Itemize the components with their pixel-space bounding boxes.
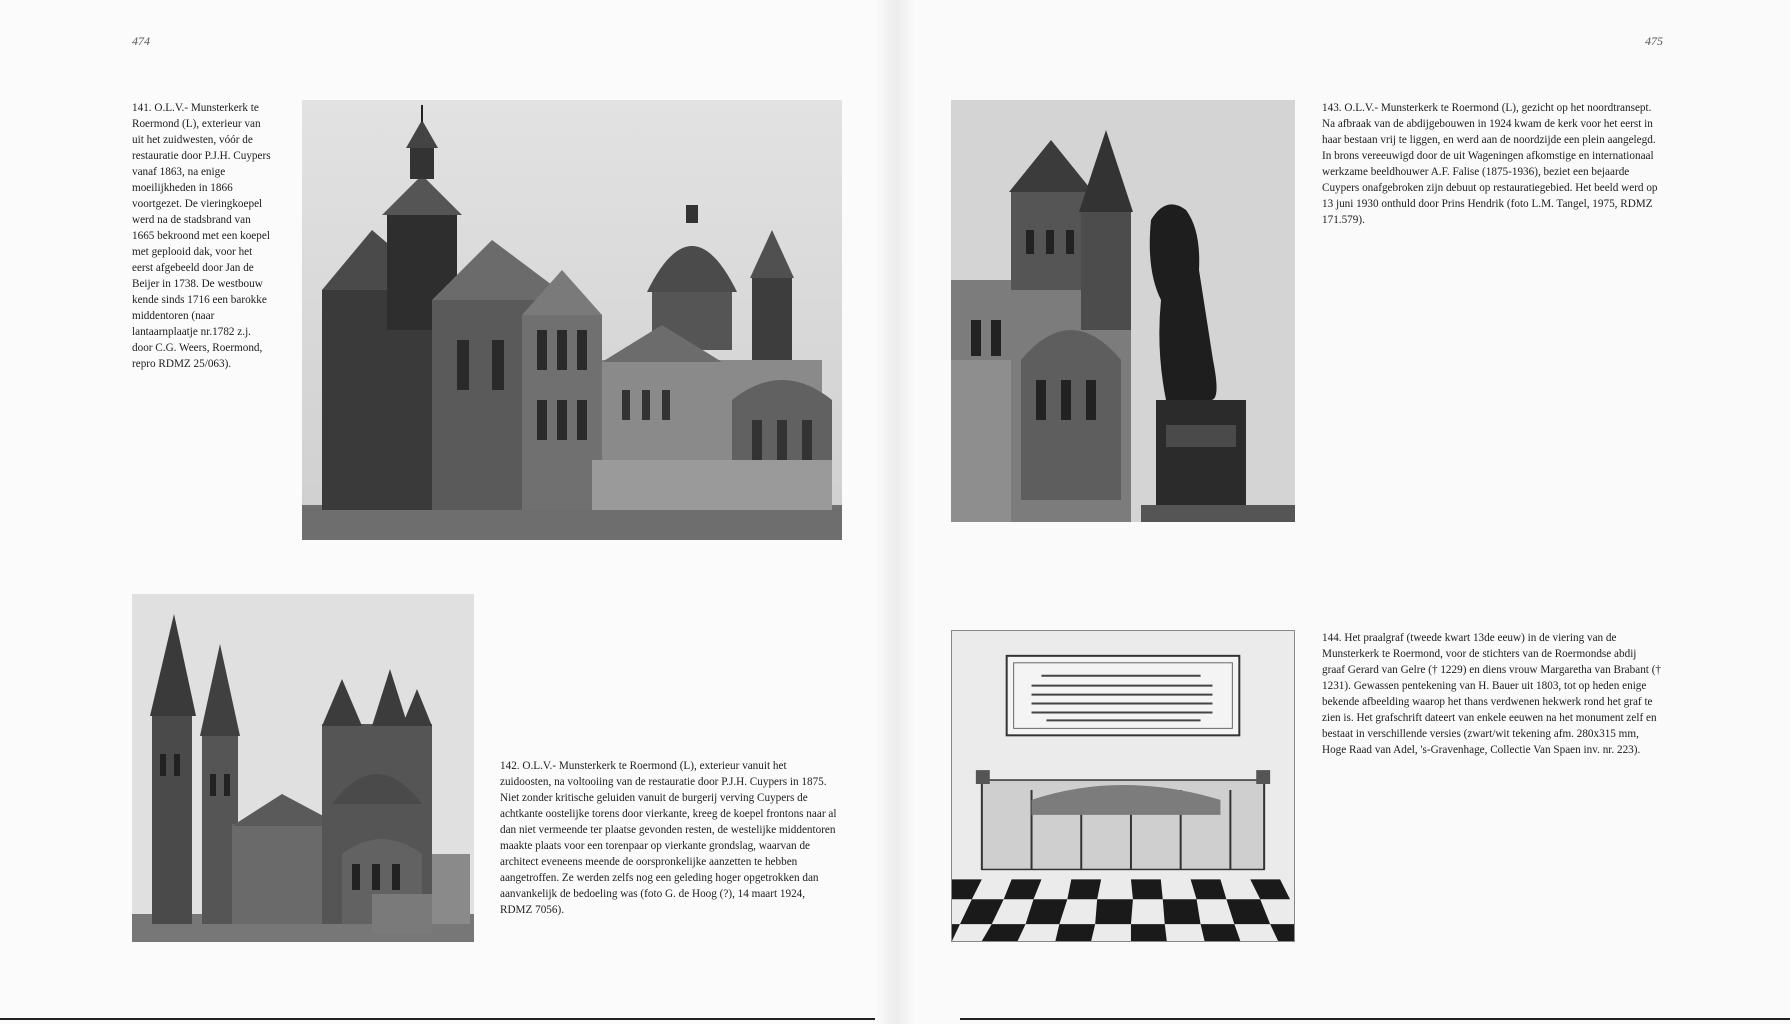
caption-144: 144. Het praalgraf (tweede kwart 13de eeuw) in de viering van de Munsterkerk te Roermond, voor de stichters van de Roermondse abdij graaf Gerard van Gelre († 1229) en diens vrouw Margaretha van Brabant († 1231). Gewassen pentekening van H. Bauer uit 1803, tot op heden enige bekende afbeelding waarop het thans verdwenen hekwerk rond het graf te zien is. Het grafschrift dateert van enkele eeuwen na het monument zelf en bestaat in verschillende versies (zwart/wit tekening afm. 280x315 mm, Hoge Raad van Adel, 's-Gravenhage, Collectie Van Spaen inv. nr. 223). [1322,632,1662,756]
bottom-rule-left [0,1018,875,1020]
book-gutter [875,0,915,1024]
photo-144-tomb-drawing [951,630,1295,942]
caption-143: 143. O.L.V.- Munsterkerk te Roermond (L), gezicht op het noordtransept. Na afbraak van de abdijgebouwen in 1924 kwam de kerk voor het eerst in haar bestaan vrij te liggen, en werd aan de noordzijde een plein aangelegd. In brons vereeuwigd door de uit Wageningen afkomstige en internationaal werkzame beeldhouwer A.F. Falise (1875-1936), beziet een bejaarde Cuypers onafgebroken zijn debuut op restauratiegebied. Het beeld werd op 13 juni 1930 onthuld door Prins Hendrik (foto L.M. Tangel, 1975, RDMZ 171.579). [1322,102,1658,226]
page-number-left: 474 [132,34,150,48]
page-number-right: 475 [1645,34,1663,48]
bottom-rule-right [960,1018,1790,1020]
caption-142: 142. O.L.V.- Munsterkerk te Roermond (L), exterieur vanuit het zuidoosten, na voltooiing van de restauratie door P.J.H. Cuypers in 1875. Niet zonder kritische geluiden vanuit de burgerij verving Cuypers de achtkante oostelijke torens door vierkante, kreeg de koepel frontons naar al dan niet vermeende ter plaatse gevonden resten, de westelijke middentoren maakte plaats voor een torenpaar op vierkante grondslag, waarvan de architect eveneens meende de oorspronkelijke aanzetten te hebben aangetroffen. Ze werden zelfs nog een geleding hoger opgetrokken dan aanvankelijk de bedoeling was (foto G. de Hoog (?), 14 maart 1924, RDMZ 7056). [500,760,837,916]
photo-142-church-southeast [132,594,474,942]
right-page [895,0,1790,1024]
photo-143-north-transept-statue [951,100,1295,522]
photo-141-church-southwest [302,100,842,540]
caption-141: 141. O.L.V.- Munsterkerk te Roermond (L), exterieur van uit het zuidwesten, vóór de restauratie door P.J.H. Cuypers vanaf 1863, na enige moeilijkheden in 1866 voortgezet. De vieringkoepel werd na de stadsbrand van 1665 bekroond met een koepel met geplooid dak, voor het eerst afgebeeld door Jan de Beijer in 1738. De westbouw kende sinds 1716 een barokke middentoren (naar lantaarnplaatje nr.1782 z.j. door C.G. Weers, Roermond, repro RDMZ 25/063). [132,102,271,370]
